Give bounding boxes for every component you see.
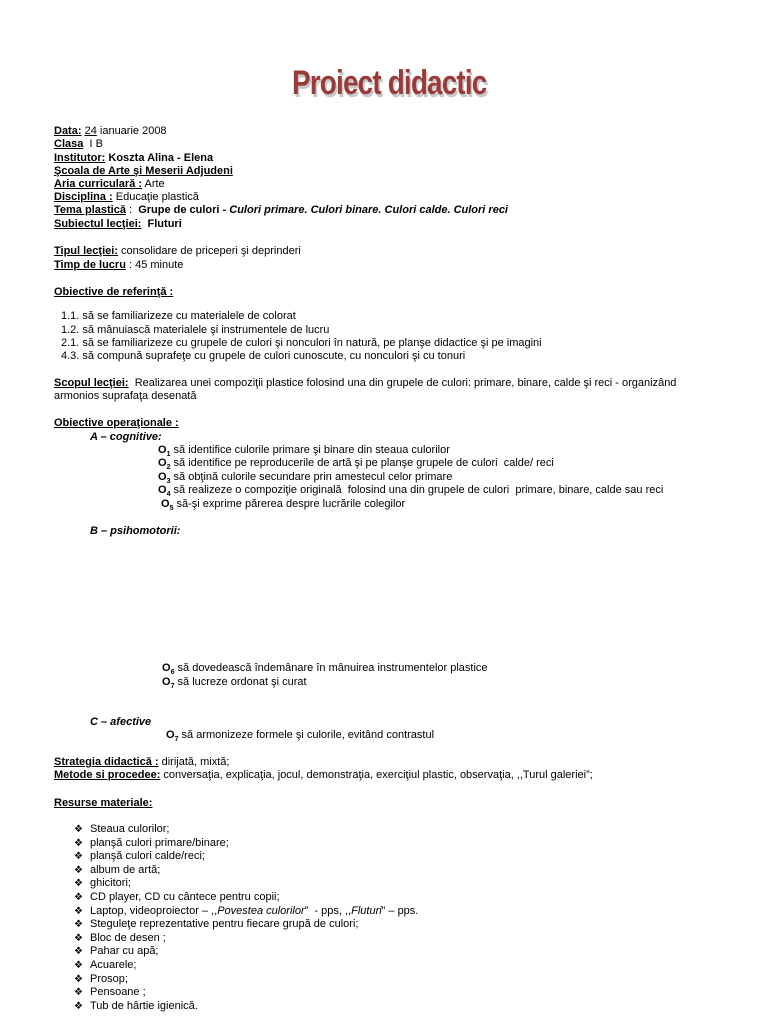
section-c-label: C – afective	[90, 716, 152, 728]
tema-sep: :	[125, 204, 139, 216]
bullet-icon: ❖	[74, 892, 83, 903]
list-item: Steaua culorilor;	[90, 823, 170, 835]
objective-item: $O_1$ să identifice culorile primare şi binare din steaua culorilor	[158, 444, 450, 459]
bullet-icon: ❖	[74, 905, 83, 917]
list-item: planşă culori primare/binare;	[90, 836, 229, 849]
bullet-icon: ❖	[74, 987, 83, 999]
institutor-label: Institutor:	[54, 152, 106, 164]
list-item: 2.1. să se familiarizeze cu grupele de culori şi nonculori în natură, pe planşe didactice şi pe imagini	[61, 337, 542, 349]
institutor-line	[54, 152, 213, 165]
list-item: 1.1. să se familiarizeze cu materialele de colorat	[61, 310, 296, 322]
list-item: planşă culori calde/reci;	[90, 850, 205, 863]
tipul-value: consolidare de priceperi şi deprinderi	[117, 245, 301, 257]
tema-italic: Culori primare. Culori binare. Culori calde. Culori reci	[229, 204, 508, 216]
strategia-line	[54, 756, 229, 769]
aria-label: Aria curriculară :	[54, 178, 143, 190]
aria-line	[54, 178, 165, 191]
scoala-line: Şcoala de Arte şi Meserii Adjudeni	[54, 165, 233, 177]
objective-item: $O_3$ să obţină culorile secundare prin amestecul celor primare	[158, 471, 453, 486]
disciplina-line	[54, 191, 199, 204]
obiective-referinta-heading: Obiective de referinţă :	[54, 286, 174, 298]
list-item: 4.3. să compună suprafeţe cu grupele de culori cunoscute, cu nonculori şi cu tonuri	[61, 350, 466, 362]
data-day: 24	[84, 125, 97, 137]
bullet-icon: ❖	[74, 919, 83, 931]
list-item: Bloc de desen ;	[90, 931, 166, 944]
document-title: Proiect didactic	[292, 64, 487, 102]
clasa-label: Clasa	[54, 138, 84, 150]
bullet-icon: ❖	[74, 973, 83, 985]
list-item: ghicitori;	[90, 877, 131, 890]
aria-value: Arte	[142, 178, 165, 190]
metode-label: Metode si procedee:	[54, 769, 161, 781]
subiect-label: Subiectul lecţiei:	[54, 218, 142, 230]
timp-label: Timp de lucru	[54, 259, 126, 271]
list-item: Prosop;	[90, 972, 128, 985]
metode-value: conversaţia, explicaţia, jocul, demonstraţia, exerciţiul plastic, observaţia, ,,Turul galeriei”;	[160, 769, 593, 781]
objective-item: $O_4$ să realizeze o compoziţie originală folosind una din grupele de culori primare, binare, calde sau reci	[158, 484, 664, 499]
disciplina-label: Disciplina :	[54, 191, 113, 203]
objective-item: $O_2$ să identifice pe reproducerile de artă şi pe planşe grupele de culori calde/ reci	[158, 457, 554, 472]
scopul-line	[54, 377, 676, 390]
bullet-icon: ❖	[74, 878, 83, 890]
objective-item: $O_6$ să dovedească îndemânare în mânuirea instrumentelor plastice	[162, 662, 488, 677]
list-item: Tub de hârtie igienică.	[90, 999, 198, 1012]
list-item: Pahar cu apă;	[90, 945, 159, 958]
subiect-value: Fluturi	[141, 218, 182, 230]
scopul-label: Scopul lecţiei:	[54, 377, 129, 389]
list-item: Pensoane ;	[90, 986, 146, 999]
data-rest: ianuarie 2008	[96, 125, 167, 137]
bullet-icon: ❖	[74, 960, 83, 971]
tema-label: Tema plastică	[54, 204, 126, 216]
clasa-value: I B	[83, 138, 103, 150]
objective-item: $O_7$ să armonizeze formele şi culorile, evitând contrastul	[166, 729, 435, 744]
list-item: 1.2. să mânuiască materialele şi instrumentele de lucru	[61, 324, 330, 336]
list-item: album de artă;	[90, 863, 161, 876]
strategia-value: dirijată, mixtă;	[158, 756, 230, 768]
list-item: CD player, CD cu cântece pentru copii;	[90, 891, 280, 903]
bullet-icon: ❖	[74, 851, 83, 863]
subiect-line	[54, 218, 182, 231]
data-label: Data:	[54, 125, 82, 137]
timp-line	[54, 259, 183, 272]
bullet-icon: ❖	[74, 932, 83, 944]
institutor-value: Koszta Alina - Elena	[105, 152, 214, 164]
tipul-line	[54, 245, 301, 258]
bullet-icon: ❖	[74, 864, 83, 876]
list-item: Acuarele;	[90, 959, 137, 971]
tema-bold: Grupe de culori -	[138, 204, 230, 216]
obiective-operationale-heading: Obiective operaţionale :	[54, 417, 179, 429]
disciplina-value: Educaţie plastică	[112, 191, 199, 203]
bullet-icon: ❖	[74, 837, 83, 849]
tema-line	[54, 204, 508, 217]
section-b-label: B – psihomotorii:	[90, 525, 181, 537]
bullet-icon: ❖	[74, 946, 83, 958]
bullet-icon: ❖	[74, 824, 83, 835]
list-item: Laptop, videoproiector – ,,Povestea culorilor” - pps, ,,Fluturi” – pps.	[90, 904, 419, 917]
list-item: Steguleţe reprezentative pentru fiecare grupă de culori;	[90, 918, 359, 931]
timp-value: : 45 minute	[125, 259, 184, 271]
strategia-label: Strategia didactică :	[54, 756, 159, 768]
resurse-heading: Resurse materiale:	[54, 797, 153, 809]
scopul-text: Realizarea unei compoziţii plastice folosind una din grupele de culori: primare, binare, calde şi reci - organizând	[128, 377, 677, 389]
data-line	[54, 125, 167, 138]
bullet-icon: ❖	[74, 1000, 83, 1012]
scopul-line-2: armonios suprafaţa desenată	[54, 390, 197, 402]
section-a-label: A – cognitive:	[90, 431, 162, 443]
objective-item: $O_7$ să lucreze ordonat şi curat	[162, 676, 307, 691]
clasa-line	[54, 138, 103, 151]
tipul-label: Tipul lecţiei:	[54, 245, 118, 257]
metode-line	[54, 769, 593, 782]
objective-item: $O_5$ să-şi exprime părerea despre lucrările colegilor	[161, 498, 406, 513]
